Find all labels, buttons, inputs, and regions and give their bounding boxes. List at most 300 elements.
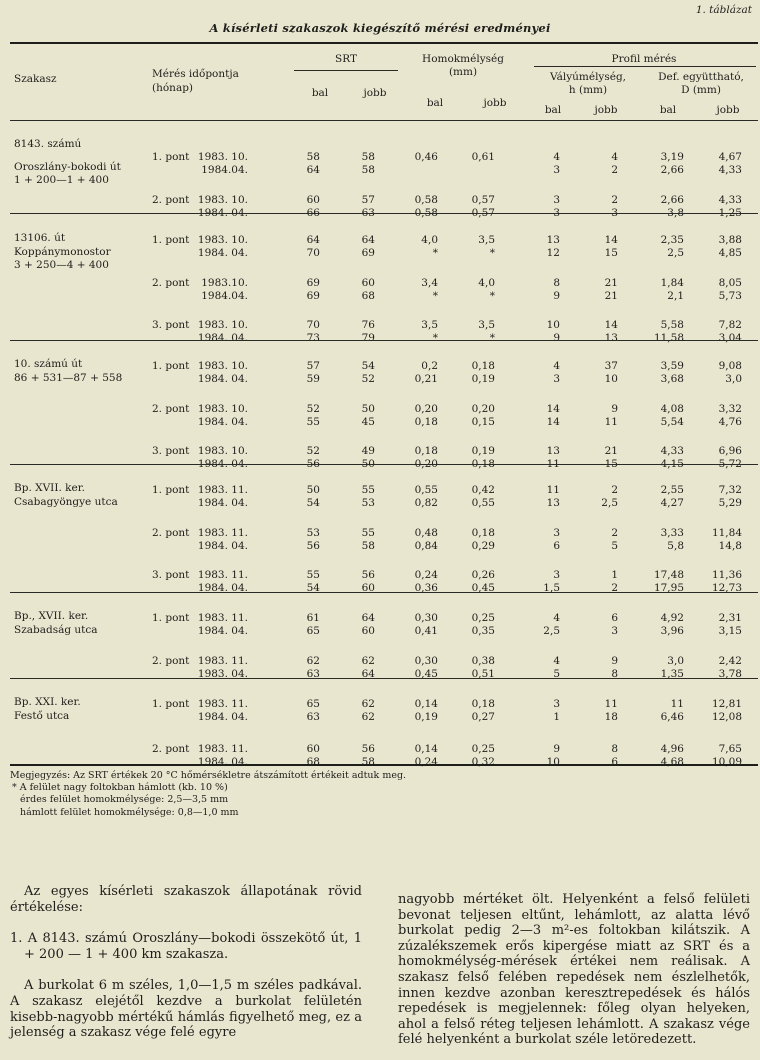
value-homok-jobb: *: [489, 332, 495, 344]
date-cell: 1983. 04.: [197, 668, 248, 680]
value-def-jobb: 11,84: [711, 527, 742, 539]
date-cell: 1984. 04.: [197, 332, 248, 344]
value-valyu-bal: 10: [546, 319, 560, 331]
date-cell: 1983. 11.: [197, 743, 248, 755]
value-def-jobb: 12,81: [711, 698, 742, 710]
value-valyu-bal: 3: [553, 164, 560, 176]
value-homok-jobb: 0,57: [471, 194, 495, 206]
value-def-jobb: 4,67: [718, 151, 742, 163]
value-def-bal: 6,46: [660, 711, 684, 723]
point-label: 3. pont: [152, 319, 190, 331]
value-srt-bal: 63: [306, 668, 320, 680]
value-valyu-jobb: 2: [611, 582, 618, 594]
header-meres-1: Mérés időpontja: [152, 68, 239, 80]
value-def-bal: 11,58: [653, 332, 684, 344]
header-valyu-jobb: jobb: [594, 104, 618, 116]
date-cell: 1983.10.: [201, 277, 248, 289]
value-def-jobb: 1,25: [718, 207, 742, 219]
value-valyu-jobb: 8: [611, 668, 618, 680]
value-valyu-jobb: 9: [611, 403, 618, 415]
table-header-rule: [10, 120, 758, 121]
value-valyu-jobb: 10: [604, 373, 618, 385]
value-def-jobb: 3,04: [718, 332, 742, 344]
date-cell: 1983. 10.: [197, 194, 248, 206]
value-def-bal: 3,33: [660, 527, 684, 539]
segment-divider: [10, 340, 758, 341]
value-srt-jobb: 79: [361, 332, 375, 344]
header-def-bal: bal: [659, 104, 677, 116]
value-valyu-jobb: 11: [604, 698, 618, 710]
note-line: Megjegyzés: Az SRT értékek 20 °C hőmérsékletre átszámított értékeit adtuk meg.: [10, 770, 407, 781]
measurement-group: [0, 234, 760, 262]
point-label: 2. pont: [152, 527, 190, 539]
value-srt-bal: 68: [306, 756, 320, 768]
value-homok-bal: 3,5: [421, 319, 438, 331]
value-homok-bal: 0,48: [414, 527, 438, 539]
value-def-bal: 5,58: [660, 319, 684, 331]
value-def-bal: 4,27: [660, 497, 684, 509]
value-valyu-bal: 4: [553, 151, 560, 163]
point-label: 1. pont: [152, 484, 190, 496]
point-label: 2. pont: [152, 743, 190, 755]
value-srt-jobb: 58: [361, 756, 375, 768]
value-def-bal: 4,33: [660, 445, 684, 457]
value-srt-jobb: 56: [361, 743, 375, 755]
value-def-bal: 11: [670, 698, 684, 710]
point-label: 1. pont: [152, 151, 190, 163]
value-def-jobb: 4,33: [718, 194, 742, 206]
value-def-jobb: 11,36: [711, 569, 742, 581]
value-homok-jobb: 4,0: [478, 277, 495, 289]
measurement-group: [0, 403, 760, 431]
date-cell: 1984. 04.: [197, 373, 248, 385]
header-srt-bal: bal: [311, 87, 329, 99]
header-meres-2: (hónap): [152, 82, 194, 94]
value-srt-bal: 70: [306, 319, 320, 331]
value-srt-jobb: 55: [361, 484, 375, 496]
body-paragraph: A burkolat 6 m széles, 1,0—1,5 m széles padkával. A szakasz elejétől kezdve a burkolat felületén kisebb-nagyobb mértékű hámlás figyelhető meg, ez a jelenség a szakasz vége felé egyre: [10, 978, 362, 1041]
value-valyu-jobb: 15: [604, 458, 618, 470]
value-def-bal: 2,66: [660, 194, 684, 206]
value-srt-jobb: 50: [361, 403, 375, 415]
value-srt-bal: 57: [306, 360, 320, 372]
value-homok-bal: 0,36: [414, 582, 438, 594]
value-def-jobb: 2,42: [718, 655, 742, 667]
value-homok-jobb: 0,15: [471, 416, 495, 428]
measurement-group: [0, 698, 760, 726]
table-bottom-rule: [10, 764, 758, 766]
body-paragraph: Az egyes kísérleti szakaszok állapotának rövid értékelése:: [10, 884, 362, 915]
point-label: 2. pont: [152, 403, 190, 415]
value-homok-bal: 0,20: [414, 403, 438, 415]
value-def-jobb: 4,76: [718, 416, 742, 428]
date-cell: 1983. 11.: [197, 612, 248, 624]
date-cell: 1984.04.: [201, 164, 248, 176]
value-def-bal: 17,48: [653, 569, 684, 581]
value-srt-jobb: 60: [361, 582, 375, 594]
value-srt-bal: 62: [306, 655, 320, 667]
segment-name-line: 10. számú út: [14, 358, 83, 370]
date-cell: 1984. 04.: [197, 497, 248, 509]
segment-name-line: 3 + 250—4 + 400: [14, 259, 109, 271]
value-srt-jobb: 60: [361, 277, 375, 289]
measurement-group: [0, 484, 760, 512]
measurement-group: [0, 319, 760, 347]
value-homok-bal: 0,58: [414, 207, 438, 219]
value-def-bal: 5,54: [660, 416, 684, 428]
date-cell: 1984. 04.: [197, 540, 248, 552]
value-valyu-bal: 1,5: [543, 582, 560, 594]
value-homok-bal: *: [432, 247, 438, 259]
value-def-jobb: 5,73: [718, 290, 742, 302]
value-srt-jobb: 64: [361, 234, 375, 246]
value-valyu-jobb: 6: [611, 612, 618, 624]
note-line: hámlott felület homokmélysége: 0,8—1,0 mm: [20, 806, 239, 818]
value-srt-bal: 64: [306, 164, 320, 176]
value-valyu-jobb: 2: [611, 164, 618, 176]
date-cell: 1983. 11.: [197, 527, 248, 539]
value-def-jobb: 5,72: [718, 458, 742, 470]
value-valyu-bal: 1: [553, 711, 560, 723]
point-label: 2. pont: [152, 655, 190, 667]
value-valyu-bal: 11: [546, 484, 560, 496]
value-srt-bal: 53: [306, 527, 320, 539]
value-def-jobb: 2,31: [718, 612, 742, 624]
date-cell: 1983. 11.: [197, 569, 248, 581]
value-homok-bal: 0,84: [414, 540, 438, 552]
value-valyu-jobb: 5: [611, 540, 618, 552]
value-srt-bal: 59: [306, 373, 320, 385]
value-srt-bal: 61: [306, 612, 320, 624]
point-label: 1. pont: [152, 612, 190, 624]
value-srt-bal: 54: [306, 582, 320, 594]
value-def-jobb: 8,05: [718, 277, 742, 289]
date-cell: 1984. 04.: [197, 207, 248, 219]
measurement-group: [0, 277, 760, 305]
value-srt-jobb: 53: [361, 497, 375, 509]
value-homok-jobb: *: [489, 247, 495, 259]
value-homok-jobb: 0,55: [471, 497, 495, 509]
value-homok-jobb: *: [489, 290, 495, 302]
value-valyu-jobb: 37: [604, 360, 618, 372]
value-homok-jobb: 3,5: [478, 319, 495, 331]
value-homok-bal: 0,2: [421, 360, 438, 372]
date-cell: 1983. 11.: [197, 698, 248, 710]
value-valyu-bal: 13: [546, 497, 560, 509]
value-srt-jobb: 58: [361, 540, 375, 552]
value-srt-jobb: 52: [361, 373, 375, 385]
value-homok-jobb: 0,29: [471, 540, 495, 552]
header-valyu-1: Vályúmélység,: [549, 71, 627, 83]
segment-name-line: Szabadság utca: [14, 623, 98, 636]
value-valyu-jobb: 14: [604, 234, 618, 246]
value-valyu-bal: 2,5: [543, 625, 560, 637]
body-paragraph: 1. A 8143. számú Oroszlány—bokodi összekötő út, 1 + 200 — 1 + 400 km szakasza.: [10, 931, 362, 962]
value-srt-bal: 69: [306, 290, 320, 302]
value-srt-bal: 56: [306, 458, 320, 470]
value-homok-bal: 0,24: [414, 756, 438, 768]
value-def-jobb: 7,65: [718, 743, 742, 755]
value-valyu-bal: 3: [553, 207, 560, 219]
body-text-left: [10, 884, 362, 1041]
value-homok-jobb: 0,20: [471, 403, 495, 415]
table-title: A kísérleti szakaszok kiegészítő mérési eredményei: [209, 21, 551, 35]
value-def-jobb: 12,08: [711, 711, 742, 723]
value-valyu-jobb: 6: [611, 756, 618, 768]
note-line: * A felület nagy foltokban hámlott (kb. 10 %): [12, 782, 228, 794]
value-valyu-jobb: 2: [611, 527, 618, 539]
value-valyu-bal: 10: [546, 756, 560, 768]
value-homok-jobb: 0,27: [471, 711, 495, 723]
value-srt-bal: 69: [306, 277, 320, 289]
date-cell: 1983. 10.: [197, 151, 248, 163]
value-srt-jobb: 76: [361, 319, 375, 331]
value-srt-bal: 65: [306, 625, 320, 637]
value-homok-jobb: 0,51: [471, 668, 495, 680]
value-srt-jobb: 64: [361, 668, 375, 680]
value-homok-bal: 0,41: [414, 625, 438, 637]
value-homok-jobb: 0,18: [471, 360, 495, 372]
value-srt-jobb: 60: [361, 625, 375, 637]
value-homok-bal: 0,58: [414, 194, 438, 206]
value-valyu-bal: 3: [553, 194, 560, 206]
value-srt-bal: 58: [306, 151, 320, 163]
date-cell: 1984. 04.: [197, 247, 248, 259]
value-def-jobb: 3,32: [718, 403, 742, 415]
value-def-jobb: 6,96: [718, 445, 742, 457]
date-cell: 1984. 04.: [197, 625, 248, 637]
value-valyu-jobb: 8: [611, 743, 618, 755]
value-valyu-jobb: 2,5: [601, 497, 618, 509]
value-def-bal: 2,55: [660, 484, 684, 496]
value-homok-bal: 0,30: [414, 612, 438, 624]
value-def-bal: 4,08: [660, 403, 684, 415]
value-def-jobb: 14,8: [718, 540, 742, 552]
value-homok-jobb: 0,57: [471, 207, 495, 219]
header-def-jobb: jobb: [716, 104, 740, 116]
date-cell: 1983. 11.: [197, 484, 248, 496]
header-homok-jobb: jobb: [483, 97, 507, 109]
value-srt-bal: 63: [306, 711, 320, 723]
value-srt-jobb: 68: [361, 290, 375, 302]
value-def-bal: 2,1: [667, 290, 684, 302]
value-valyu-jobb: 21: [604, 277, 618, 289]
header-def-2: D (mm): [681, 84, 721, 96]
value-valyu-bal: 6: [553, 540, 560, 552]
value-def-jobb: 7,82: [718, 319, 742, 331]
date-cell: 1984. 04.: [197, 582, 248, 594]
date-cell: 1983. 10.: [197, 319, 248, 331]
value-valyu-jobb: 4: [611, 151, 618, 163]
value-valyu-bal: 14: [546, 403, 560, 415]
value-srt-jobb: 64: [361, 612, 375, 624]
value-valyu-jobb: 9: [611, 655, 618, 667]
date-cell: 1984.04.: [201, 290, 248, 302]
segment-name-line: 8143. számú: [14, 138, 82, 150]
segment-name-line: Oroszlány-bokodi út: [14, 160, 121, 173]
value-homok-jobb: 0,61: [471, 151, 495, 163]
value-srt-jobb: 62: [361, 655, 375, 667]
value-valyu-bal: 4: [553, 655, 560, 667]
value-srt-bal: 56: [306, 540, 320, 552]
value-homok-jobb: 0,35: [471, 625, 495, 637]
value-homok-bal: *: [432, 290, 438, 302]
value-def-bal: 4,68: [660, 756, 684, 768]
value-def-jobb: 3,15: [718, 625, 742, 637]
value-homok-bal: 0,14: [414, 698, 438, 710]
value-valyu-jobb: 3: [611, 207, 618, 219]
segment-name-line: Bp., XVII. ker.: [14, 610, 89, 622]
segment-name-line: 13106. út: [14, 232, 66, 244]
value-def-jobb: 3,88: [718, 234, 742, 246]
segment-name-line: Bp. XXI. ker.: [14, 696, 81, 708]
value-homok-jobb: 0,25: [471, 743, 495, 755]
value-def-bal: 4,92: [660, 612, 684, 624]
value-valyu-bal: 3: [553, 373, 560, 385]
value-valyu-bal: 14: [546, 416, 560, 428]
header-srt-jobb: jobb: [363, 87, 387, 99]
point-label: 1. pont: [152, 234, 190, 246]
value-valyu-bal: 13: [546, 234, 560, 246]
segment-name-line: 86 + 531—87 + 558: [14, 371, 123, 384]
value-srt-bal: 55: [306, 569, 320, 581]
value-homok-bal: 0,24: [414, 569, 438, 581]
value-srt-bal: 70: [306, 247, 320, 259]
value-valyu-bal: 3: [553, 569, 560, 581]
note-line: érdes felület homokmélysége: 2,5—3,5 mm: [20, 794, 229, 806]
value-homok-jobb: 0,18: [471, 458, 495, 470]
value-srt-jobb: 62: [361, 711, 375, 723]
value-homok-bal: 0,30: [414, 655, 438, 667]
value-srt-jobb: 62: [361, 698, 375, 710]
measurement-group: [0, 194, 760, 222]
table-number: 1. táblázat: [695, 4, 752, 16]
value-homok-jobb: 0,25: [471, 612, 495, 624]
value-valyu-bal: 9: [553, 743, 560, 755]
header-def-1: Def. együttható,: [658, 71, 744, 83]
segment-name-line: Koppánymonostor: [14, 245, 111, 258]
value-homok-jobb: 0,19: [471, 373, 495, 385]
measurement-group: [0, 743, 760, 771]
value-def-jobb: 3,78: [718, 668, 742, 680]
value-valyu-jobb: 21: [604, 290, 618, 302]
value-valyu-jobb: 21: [604, 445, 618, 457]
value-srt-bal: 65: [306, 698, 320, 710]
value-srt-bal: 60: [306, 743, 320, 755]
value-srt-bal: 54: [306, 497, 320, 509]
value-def-jobb: 5,29: [718, 497, 742, 509]
value-def-bal: 1,35: [660, 668, 684, 680]
value-def-jobb: 3,0: [725, 373, 742, 385]
value-srt-jobb: 58: [361, 151, 375, 163]
value-def-bal: 4,15: [660, 458, 684, 470]
value-homok-jobb: 0,19: [471, 445, 495, 457]
value-valyu-jobb: 2: [611, 194, 618, 206]
date-cell: 1983. 11.: [197, 655, 248, 667]
date-cell: 1983. 10.: [197, 445, 248, 457]
value-homok-bal: 3,4: [421, 277, 438, 289]
value-valyu-bal: 12: [546, 247, 560, 259]
value-srt-jobb: 50: [361, 458, 375, 470]
header-homok-2: (mm): [448, 66, 478, 78]
value-def-bal: 3,19: [660, 151, 684, 163]
point-label: 3. pont: [152, 569, 190, 581]
header-homok-bal: bal: [426, 97, 444, 109]
value-homok-bal: 0,55: [414, 484, 438, 496]
value-homok-bal: 0,20: [414, 458, 438, 470]
value-def-jobb: 7,32: [718, 484, 742, 496]
value-valyu-bal: 4: [553, 360, 560, 372]
value-srt-bal: 64: [306, 234, 320, 246]
value-homok-bal: 0,21: [414, 373, 438, 385]
value-def-jobb: 10,09: [711, 756, 742, 768]
header-szakasz: Szakasz: [14, 73, 57, 85]
value-homok-bal: 0,14: [414, 743, 438, 755]
value-valyu-bal: 13: [546, 445, 560, 457]
value-def-bal: 3,8: [667, 207, 684, 219]
value-srt-jobb: 58: [361, 164, 375, 176]
measurement-group: [0, 612, 760, 640]
measurement-group: [0, 527, 760, 555]
segment-divider: [10, 464, 758, 465]
value-valyu-bal: 11: [546, 458, 560, 470]
date-cell: 1984. 04.: [197, 458, 248, 470]
measurement-group: [0, 151, 760, 179]
value-def-bal: 2,35: [660, 234, 684, 246]
value-def-bal: 5,8: [667, 540, 684, 552]
body-text-right: [398, 892, 750, 1048]
value-def-jobb: 4,33: [718, 164, 742, 176]
value-valyu-bal: 3: [553, 527, 560, 539]
value-def-bal: 3,68: [660, 373, 684, 385]
header-profil-rule: [534, 66, 756, 67]
value-homok-jobb: 0,18: [471, 698, 495, 710]
measurement-group: [0, 360, 760, 388]
value-srt-bal: 66: [306, 207, 320, 219]
segment-name-line: Festő utca: [14, 709, 70, 722]
value-homok-jobb: 3,5: [478, 234, 495, 246]
value-def-bal: 2,5: [667, 247, 684, 259]
value-valyu-jobb: 3: [611, 625, 618, 637]
value-homok-jobb: 0,45: [471, 582, 495, 594]
value-def-bal: 2,66: [660, 164, 684, 176]
value-valyu-jobb: 18: [604, 711, 618, 723]
value-srt-bal: 73: [306, 332, 320, 344]
value-srt-bal: 60: [306, 194, 320, 206]
value-homok-bal: 0,82: [414, 497, 438, 509]
date-cell: 1983. 10.: [197, 360, 248, 372]
point-label: 2. pont: [152, 277, 190, 289]
value-homok-bal: 0,18: [414, 445, 438, 457]
segment-divider: [10, 213, 758, 214]
value-homok-bal: 4,0: [421, 234, 438, 246]
header-profil: Profil mérés: [611, 53, 677, 65]
value-valyu-jobb: 1: [611, 569, 618, 581]
value-srt-jobb: 45: [361, 416, 375, 428]
value-def-bal: 4,96: [660, 743, 684, 755]
table-top-rule: [10, 42, 758, 44]
value-def-bal: 1,84: [660, 277, 684, 289]
value-homok-bal: 0,19: [414, 711, 438, 723]
date-cell: 1983. 10.: [197, 234, 248, 246]
date-cell: 1984. 04.: [197, 756, 248, 768]
header-homok-1: Homokmélység: [422, 53, 504, 65]
value-srt-jobb: 57: [361, 194, 375, 206]
value-srt-bal: 52: [306, 403, 320, 415]
value-srt-bal: 55: [306, 416, 320, 428]
point-label: 2. pont: [152, 194, 190, 206]
value-valyu-jobb: 11: [604, 416, 618, 428]
